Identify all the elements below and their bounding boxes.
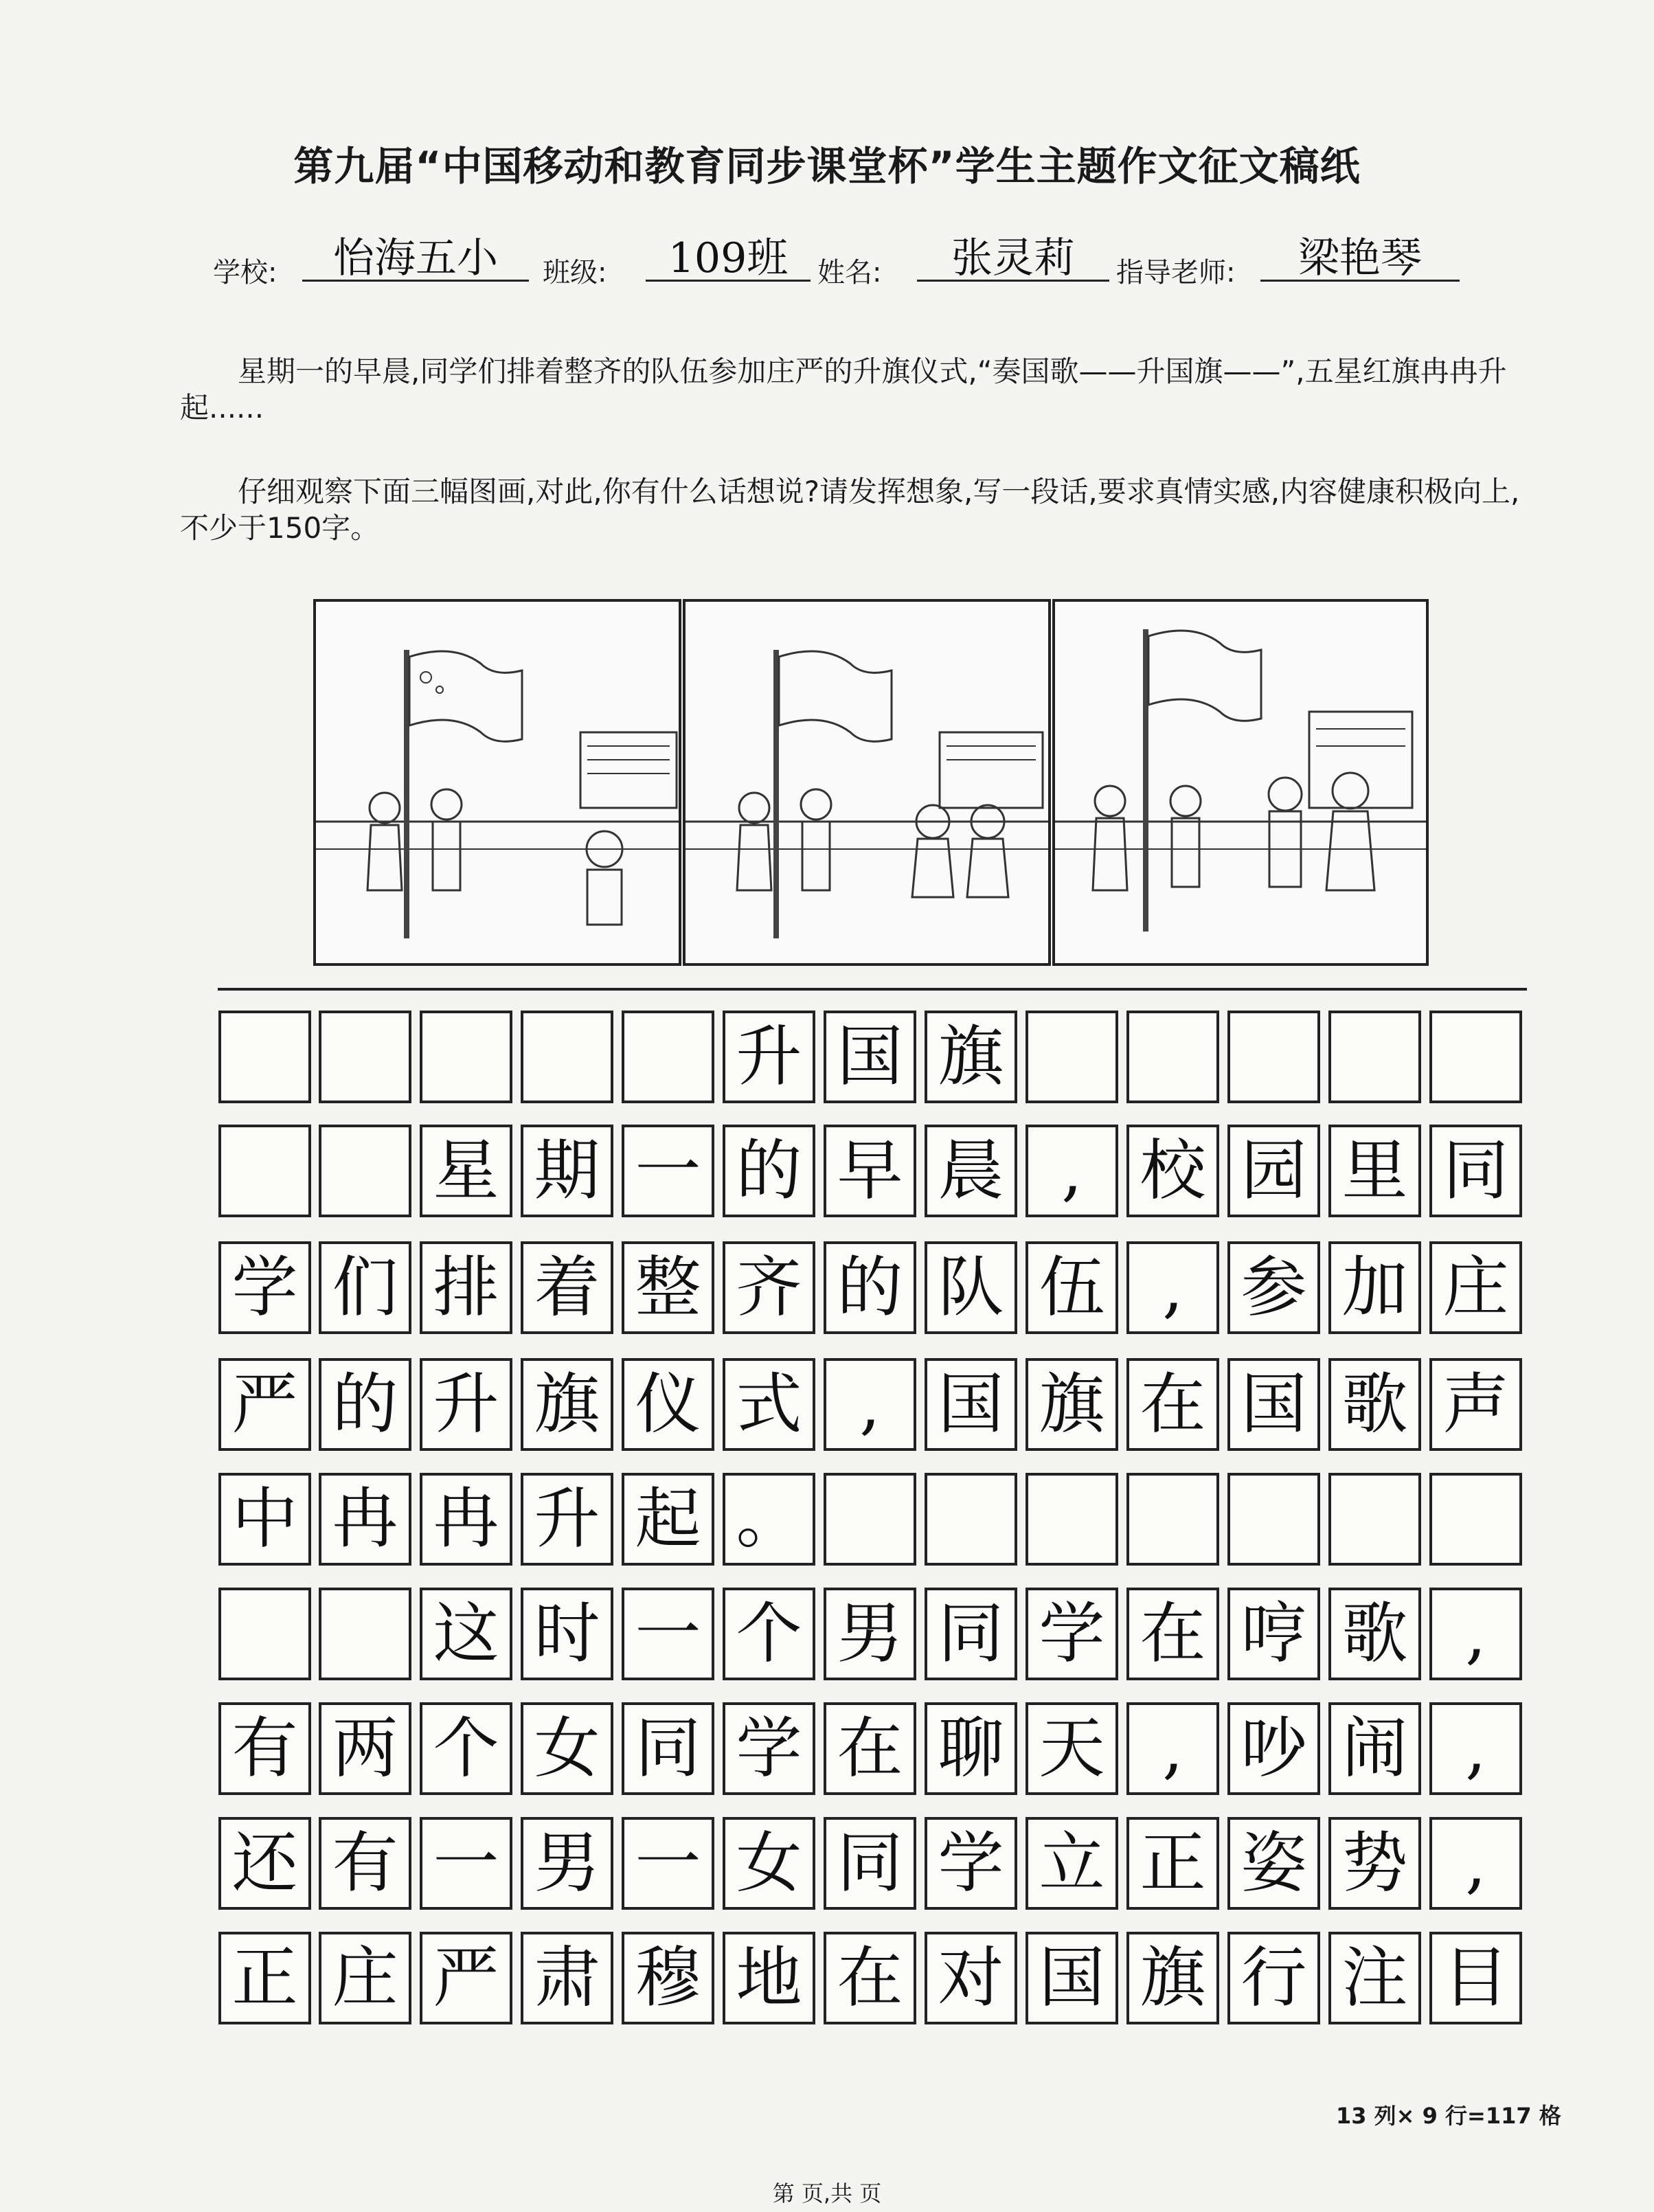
teacher-label: 指导老师: [1116,257,1236,289]
essay-cell[interactable]: 升 [723,1011,815,1103]
essay-cell[interactable]: 严 [218,1358,311,1451]
essay-cell[interactable]: 起 [622,1473,714,1566]
essay-cell[interactable]: 地 [723,1932,815,2024]
essay-cell[interactable] [218,1011,311,1103]
essay-cell[interactable]: 闹 [1328,1702,1421,1795]
essay-cell[interactable]: 正 [218,1932,311,2024]
essay-cell[interactable]: 的 [723,1125,815,1217]
essay-cell[interactable]: 们 [319,1241,411,1334]
essay-cell[interactable]: , [1126,1241,1219,1334]
essay-cell[interactable] [1429,1473,1522,1566]
essay-cell[interactable] [925,1473,1017,1566]
essay-cell[interactable] [319,1011,411,1103]
essay-cell[interactable]: 同 [1429,1125,1522,1217]
essay-cell[interactable] [1328,1473,1421,1566]
essay-cell[interactable]: 庄 [319,1932,411,2024]
essay-cell[interactable]: , [1126,1702,1219,1795]
illustration-panel-1 [313,599,681,966]
essay-cell[interactable]: 冉 [420,1473,512,1566]
essay-cell[interactable]: , [1429,1702,1522,1795]
essay-cell[interactable]: 晨 [925,1125,1017,1217]
essay-cell[interactable]: 声 [1429,1358,1522,1451]
essay-cell[interactable]: 同 [925,1588,1017,1680]
page-title: 第九届“中国移动和教育同步课堂杯”学生主题作文征文稿纸 [293,143,1361,190]
essay-cell[interactable] [1026,1011,1118,1103]
essay-cell[interactable]: 一 [622,1817,714,1910]
essay-row [218,1125,1526,1217]
essay-cell[interactable] [1126,1011,1219,1103]
essay-cell[interactable]: 穆 [622,1932,714,2024]
essay-cell[interactable]: 伍 [1026,1241,1118,1334]
essay-cell[interactable]: 早 [824,1125,916,1217]
essay-cell[interactable] [521,1011,613,1103]
teacher-field[interactable]: 梁艳琴 [1260,237,1460,282]
essay-cell[interactable]: 国 [824,1011,916,1103]
illustration-panel-2 [683,599,1051,966]
essay-cell[interactable]: 整 [622,1241,714,1334]
essay-cell[interactable]: 式 [723,1358,815,1451]
essay-cell[interactable]: 对 [925,1932,1017,2024]
essay-cell[interactable]: 旗 [1126,1932,1219,2024]
divider-line [218,988,1527,991]
flag-raising-scene-1-icon [316,602,679,963]
essay-cell[interactable] [319,1125,411,1217]
essay-cell[interactable]: 园 [1227,1125,1320,1217]
essay-cell[interactable]: 有 [218,1702,311,1795]
essay-cell[interactable]: 男 [521,1817,613,1910]
essay-cell[interactable]: 在 [824,1702,916,1795]
essay-row [218,1932,1526,2024]
essay-cell[interactable] [1227,1011,1320,1103]
essay-cell[interactable]: 队 [925,1241,1017,1334]
essay-row [218,1817,1526,1910]
essay-cell[interactable] [420,1011,512,1103]
essay-cell[interactable]: 庄 [1429,1241,1522,1334]
essay-cell[interactable]: 目 [1429,1932,1522,2024]
essay-cell[interactable]: 冉 [319,1473,411,1566]
essay-cell[interactable] [218,1588,311,1680]
essay-cell[interactable]: 国 [1227,1358,1320,1451]
essay-cell[interactable]: 一 [622,1125,714,1217]
essay-cell[interactable]: , [1429,1817,1522,1910]
school-label: 学校: [213,257,277,289]
essay-cell[interactable]: 旗 [1026,1358,1118,1451]
essay-cell[interactable]: 仪 [622,1358,714,1451]
essay-cell[interactable] [1227,1473,1320,1566]
essay-cell[interactable]: 在 [1126,1588,1219,1680]
grid-count-note: 13 列× 9 行=117 格 [1336,2103,1561,2129]
essay-cell[interactable]: 严 [420,1932,512,2024]
essay-cell[interactable]: 聊 [925,1702,1017,1795]
essay-cell[interactable]: 歌 [1328,1588,1421,1680]
prompt-paragraph-2: 仔细观察下面三幅图画,对此,你有什么话想说?请发挥想象,写一段话,要求真情实感,内容健康积极向上,不少于150字。 [180,475,1520,545]
flag-raising-scene-3-icon [1055,602,1426,963]
essay-cell[interactable]: 国 [925,1358,1017,1451]
essay-cell[interactable]: 齐 [723,1241,815,1334]
essay-cell[interactable]: 校 [1126,1125,1219,1217]
essay-cell[interactable]: 学 [925,1817,1017,1910]
illustration-panel-3 [1052,599,1429,966]
essay-cell[interactable]: 国 [1026,1932,1118,2024]
essay-cell[interactable]: 期 [521,1125,613,1217]
essay-cell[interactable]: 升 [521,1473,613,1566]
essay-row [218,1473,1526,1566]
essay-cell[interactable]: 着 [521,1241,613,1334]
essay-cell[interactable]: , [1429,1588,1522,1680]
student-info-row [199,234,1477,299]
essay-cell[interactable]: 时 [521,1588,613,1680]
page-number: 第 页,共 页 [772,2180,882,2207]
essay-cell[interactable]: 一 [622,1588,714,1680]
essay-cell[interactable]: 注 [1328,1932,1421,2024]
essay-cell[interactable]: 旗 [521,1358,613,1451]
essay-cell[interactable]: , [824,1358,916,1451]
essay-cell[interactable]: 升 [420,1358,512,1451]
essay-cell[interactable]: 学 [1026,1588,1118,1680]
essay-cell[interactable]: 行 [1227,1932,1320,2024]
essay-cell[interactable]: 天 [1026,1702,1118,1795]
essay-cell[interactable]: 参 [1227,1241,1320,1334]
essay-cell[interactable]: 个 [420,1702,512,1795]
essay-cell[interactable]: 哼 [1227,1588,1320,1680]
essay-cell[interactable]: 一 [420,1817,512,1910]
essay-cell[interactable] [1429,1011,1522,1103]
essay-cell[interactable]: 同 [824,1817,916,1910]
essay-cell[interactable]: 星 [420,1125,512,1217]
essay-cell[interactable] [1026,1473,1118,1566]
essay-cell[interactable]: 肃 [521,1932,613,2024]
essay-cell[interactable]: 旗 [925,1011,1017,1103]
essay-cell[interactable]: 女 [521,1702,613,1795]
class-label: 班级: [543,257,607,289]
essay-cell[interactable]: 的 [319,1358,411,1451]
essay-cell[interactable]: 中 [218,1473,311,1566]
illustration-strip [313,599,1423,963]
essay-row [218,1011,1526,1103]
essay-cell[interactable]: 还 [218,1817,311,1910]
essay-cell[interactable]: 个 [723,1588,815,1680]
essay-cell[interactable]: 。 [723,1473,815,1566]
essay-cell[interactable]: 男 [824,1588,916,1680]
essay-row [218,1588,1526,1680]
essay-cell[interactable]: 在 [824,1932,916,2024]
essay-cell[interactable] [319,1588,411,1680]
essay-cell[interactable]: 女 [723,1817,815,1910]
essay-cell[interactable] [1126,1473,1219,1566]
essay-cell[interactable] [622,1011,714,1103]
essay-cell[interactable]: 势 [1328,1817,1421,1910]
essay-cell[interactable]: 姿 [1227,1817,1320,1910]
name-field[interactable]: 张灵莉 [917,237,1109,282]
essay-cell[interactable]: 立 [1026,1817,1118,1910]
essay-cell[interactable]: 同 [622,1702,714,1795]
essay-cell[interactable]: 两 [319,1702,411,1795]
essay-cell[interactable]: 加 [1328,1241,1421,1334]
essay-cell[interactable] [1328,1011,1421,1103]
essay-cell[interactable]: 里 [1328,1125,1421,1217]
essay-cell[interactable]: 的 [824,1241,916,1334]
essay-cell[interactable]: 有 [319,1817,411,1910]
essay-row [218,1702,1526,1795]
name-label: 姓名: [817,257,882,289]
essay-cell[interactable]: , [1026,1125,1118,1217]
essay-cell[interactable]: 正 [1126,1817,1219,1910]
class-field[interactable]: 109班 [646,237,811,282]
essay-cell[interactable]: 这 [420,1588,512,1680]
essay-row [218,1358,1526,1451]
essay-cell[interactable]: 歌 [1328,1358,1421,1451]
essay-cell[interactable]: 在 [1126,1358,1219,1451]
essay-cell[interactable]: 排 [420,1241,512,1334]
school-field[interactable]: 怡海五小 [302,237,529,282]
essay-cell[interactable]: 吵 [1227,1702,1320,1795]
prompt-paragraph-1: 星期一的早晨,同学们排着整齐的队伍参加庄严的升旗仪式,“奏国歌——升国旗——”,五星红旗冉冉升起...... [180,354,1507,425]
essay-cell[interactable] [824,1473,916,1566]
flag-raising-scene-2-icon [686,602,1048,963]
essay-cell[interactable]: 学 [218,1241,311,1334]
essay-row [218,1241,1526,1334]
essay-cell[interactable]: 学 [723,1702,815,1795]
essay-cell[interactable] [218,1125,311,1217]
